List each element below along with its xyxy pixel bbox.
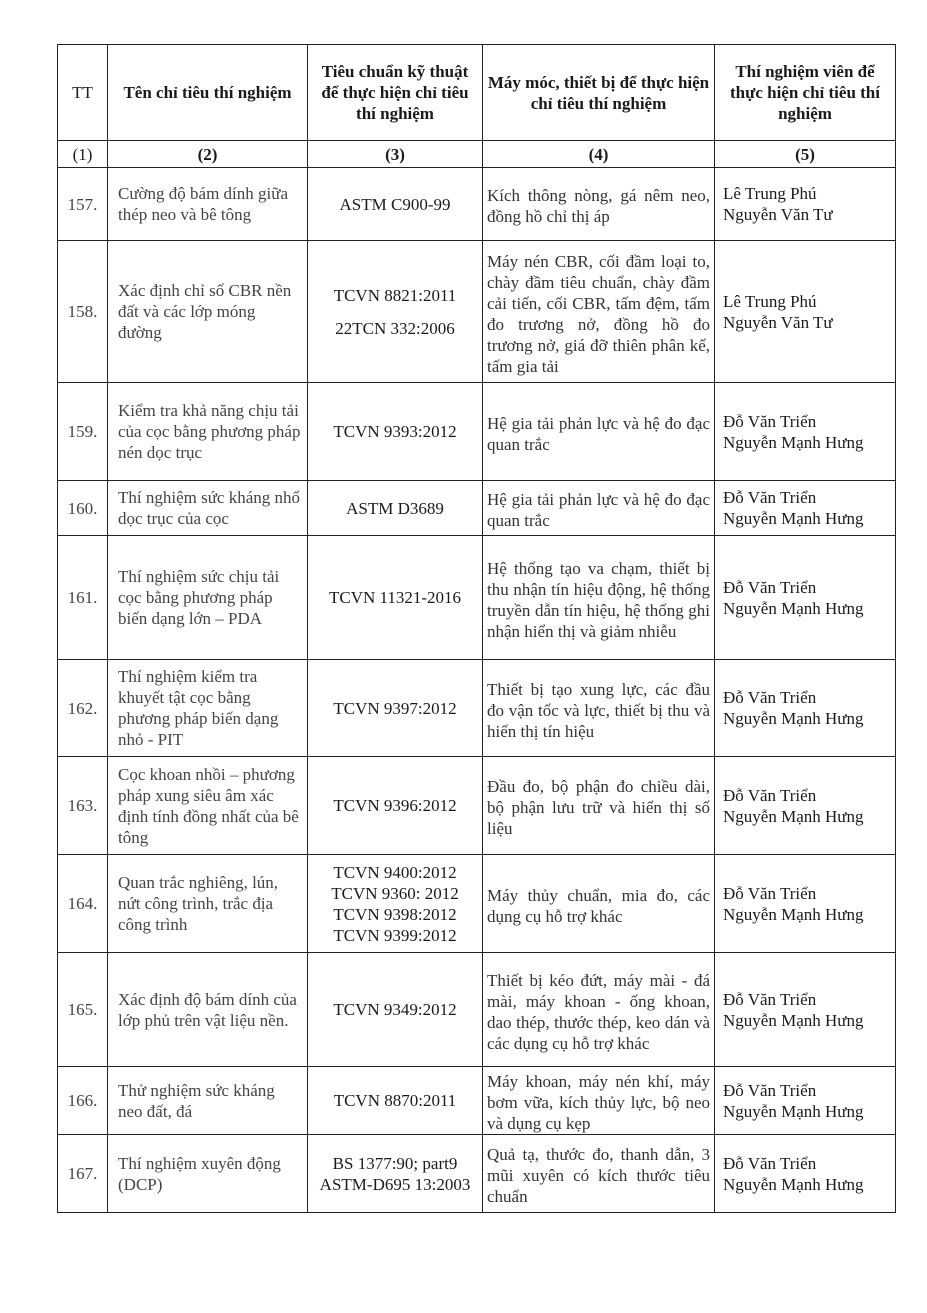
row-number: 157. xyxy=(58,168,108,241)
test-name: Thí nghiệm sức chịu tải cọc bằng phương pháp biến dạng lớn – PDA xyxy=(108,536,308,660)
equipment-cell: Máy khoan, máy nén khí, máy bơm vữa, kích thủy lực, bộ neo và dụng cụ kẹp xyxy=(483,1067,715,1135)
staff-name: Nguyễn Văn Tư xyxy=(723,312,833,332)
equipment-cell: Quả tạ, thước đo, thanh dẫn, 3 mũi xuyên có kích thước tiêu chuẩn xyxy=(483,1135,715,1213)
staff-name: Nguyễn Mạnh Hưng xyxy=(723,432,864,452)
equipment-cell: Thiết bị kéo đứt, máy mài - đá mài, máy khoan - ống khoan, dao thép, thước thép, keo dán và các dụng cụ hỗ trợ khác xyxy=(483,953,715,1067)
table-row xyxy=(58,1067,896,1135)
test-name: Kiểm tra khả năng chịu tải của cọc bằng phương pháp nén dọc trục xyxy=(108,383,308,481)
staff-name: Nguyễn Mạnh Hưng xyxy=(723,806,864,826)
test-name: Cọc khoan nhồi – phương pháp xung siêu âm xác định tính đồng nhất của bê tông xyxy=(108,757,308,855)
test-name: Quan trắc nghiêng, lún, nứt công trình, trắc địa công trình xyxy=(108,855,308,953)
staff-cell xyxy=(715,241,896,383)
staff-cell xyxy=(715,1067,896,1135)
staff-name: Đỗ Văn Triển xyxy=(723,883,817,903)
standard-code: ASTM D3689 xyxy=(346,498,444,518)
staff-name: Nguyễn Mạnh Hưng xyxy=(723,509,864,528)
row-number: 158. xyxy=(58,241,108,383)
standard-code: TCVN 9400:2012 xyxy=(333,862,457,882)
staff-name: Đỗ Văn Triển xyxy=(723,989,817,1009)
table-body xyxy=(58,168,896,1213)
test-name: Xác định độ bám dính của lớp phủ trên vật liệu nền. xyxy=(108,953,308,1067)
standard-code: ASTM C900-99 xyxy=(339,194,451,214)
staff-cell xyxy=(715,536,896,660)
staff-name: Nguyễn Mạnh Hưng xyxy=(723,709,864,728)
staff-name: Lê Trung Phú xyxy=(723,291,817,311)
equipment-cell: Hệ thống tạo va chạm, thiết bị thu nhận tín hiệu động, hệ thống truyền dẫn tín hiệu, hệ thống ghi nhận hiển thị và giảm nhiễu xyxy=(483,536,715,660)
column-number-row xyxy=(58,141,896,168)
table-row xyxy=(58,536,896,660)
header-test-name: Tên chỉ tiêu thí nghiệm xyxy=(108,45,308,141)
header-equipment: Máy móc, thiết bị để thực hiện chỉ tiêu thí nghiệm xyxy=(483,45,715,141)
test-items-table xyxy=(57,44,896,1213)
staff-name: Đỗ Văn Triển xyxy=(723,488,817,507)
standard-cell xyxy=(308,241,483,383)
table-row xyxy=(58,241,896,383)
row-number: 167. xyxy=(58,1135,108,1213)
header-staff: Thí nghiệm viên để thực hiện chỉ tiêu thí nghiệm xyxy=(715,45,896,141)
staff-name: Nguyễn Mạnh Hưng xyxy=(723,1174,864,1194)
staff-name: Nguyễn Mạnh Hưng xyxy=(723,1010,864,1030)
table-row xyxy=(58,757,896,855)
standard-code: TCVN 11321-2016 xyxy=(328,588,462,607)
staff-cell xyxy=(715,855,896,953)
table-row xyxy=(58,855,896,953)
row-number: 160. xyxy=(58,481,108,536)
header-row xyxy=(58,45,896,141)
standard-cell xyxy=(308,383,483,481)
table-row xyxy=(58,481,896,536)
staff-cell xyxy=(715,660,896,757)
row-number: 165. xyxy=(58,953,108,1067)
staff-cell xyxy=(715,383,896,481)
equipment-cell: Hệ gia tải phản lực và hệ đo đạc quan trắc xyxy=(483,481,715,536)
standard-cell xyxy=(308,481,483,536)
column-number: (2) xyxy=(108,141,308,168)
table-row xyxy=(58,660,896,757)
column-number: (1) xyxy=(58,141,108,168)
header-tt: TT xyxy=(58,45,108,141)
row-number: 166. xyxy=(58,1067,108,1135)
standard-code: TCVN 9349:2012 xyxy=(333,1000,457,1019)
standard-code: TCVN 9397:2012 xyxy=(333,698,457,718)
column-number: (3) xyxy=(308,141,483,168)
equipment-cell: Đầu đo, bộ phận đo chiều dài, bộ phận lưu trữ và hiển thị số liệu xyxy=(483,757,715,855)
standard-code: TCVN 9360: 2012 xyxy=(331,883,459,903)
equipment-cell: Thiết bị tạo xung lực, các đầu đo vận tốc và lực, thiết bị thu và hiển thị tín hiệu xyxy=(483,660,715,757)
column-number: (5) xyxy=(715,141,896,168)
staff-name: Đỗ Văn Triển xyxy=(723,1080,817,1100)
standard-cell xyxy=(308,536,483,660)
equipment-cell: Máy thủy chuẩn, mia đo, các dụng cụ hỗ trợ khác xyxy=(483,855,715,953)
test-name: Cường độ bám dính giữa thép neo và bê tông xyxy=(108,168,308,241)
standard-cell xyxy=(308,757,483,855)
row-number: 163. xyxy=(58,757,108,855)
equipment-cell: Máy nén CBR, cối đầm loại to, chày đầm tiêu chuẩn, chày đầm cải tiến, cối CBR, tấm đệm, tấm đo trương nở, đồng hồ đo trương nở, giá đỡ thiên phân kế, tấm gia tải xyxy=(483,241,715,383)
test-name: Thí nghiệm kiểm tra khuyết tật cọc bằng phương pháp biến dạng nhỏ - PIT xyxy=(108,660,308,757)
test-name: Xác định chỉ số CBR nền đất và các lớp móng đường xyxy=(108,241,308,383)
row-number: 161. xyxy=(58,536,108,660)
staff-cell xyxy=(715,481,896,536)
row-number: 162. xyxy=(58,660,108,757)
standard-code: TCVN 8821:2011 xyxy=(333,285,457,305)
standard-code: BS 1377:90; part9 xyxy=(332,1153,458,1173)
header-standard: Tiêu chuẩn kỹ thuật để thực hiện chỉ tiêu thí nghiệm xyxy=(308,45,483,141)
staff-cell xyxy=(715,1135,896,1213)
staff-name: Đỗ Văn Triển xyxy=(723,785,817,805)
staff-name: Đỗ Văn Triển xyxy=(723,577,817,597)
table-row xyxy=(58,383,896,481)
staff-name: Đỗ Văn Triển xyxy=(723,688,817,707)
standard-code: TCVN 8870:2011 xyxy=(333,1091,457,1110)
test-name: Thí nghiệm xuyên động (DCP) xyxy=(108,1135,308,1213)
staff-name: Nguyễn Mạnh Hưng xyxy=(723,1101,864,1121)
standard-code: TCVN 9396:2012 xyxy=(333,796,457,815)
staff-cell xyxy=(715,953,896,1067)
standard-code: 22TCN 332:2006 xyxy=(335,318,455,338)
table-row xyxy=(58,168,896,241)
spacer xyxy=(312,306,478,318)
staff-name: Nguyễn Văn Tư xyxy=(723,205,833,224)
row-number: 159. xyxy=(58,383,108,481)
staff-name: Nguyễn Mạnh Hưng xyxy=(723,598,864,618)
staff-cell xyxy=(715,757,896,855)
standard-cell xyxy=(308,660,483,757)
staff-name: Lê Trung Phú xyxy=(723,184,817,203)
table-row xyxy=(58,1135,896,1213)
test-name: Thử nghiệm sức kháng neo đất, đá xyxy=(108,1067,308,1135)
standard-cell xyxy=(308,1135,483,1213)
staff-name: Đỗ Văn Triển xyxy=(723,1153,817,1173)
equipment-cell: Hệ gia tải phản lực và hệ đo đạc quan trắc xyxy=(483,383,715,481)
equipment-cell: Kích thông nòng, gá nêm neo, đồng hồ chỉ thị áp xyxy=(483,168,715,241)
standard-cell xyxy=(308,855,483,953)
test-name: Thí nghiệm sức kháng nhổ dọc trục của cọc xyxy=(108,481,308,536)
column-number: (4) xyxy=(483,141,715,168)
standard-code: TCVN 9399:2012 xyxy=(333,925,457,945)
row-number: 164. xyxy=(58,855,108,953)
staff-cell xyxy=(715,168,896,241)
standard-code: TCVN 9393:2012 xyxy=(333,422,457,441)
standard-cell xyxy=(308,953,483,1067)
table-row xyxy=(58,953,896,1067)
standard-code: TCVN 9398:2012 xyxy=(333,904,457,924)
staff-name: Đỗ Văn Triển xyxy=(723,411,817,431)
standard-cell xyxy=(308,1067,483,1135)
standard-code: ASTM-D695 13:2003 xyxy=(319,1174,471,1194)
staff-name: Nguyễn Mạnh Hưng xyxy=(723,904,864,924)
standard-cell xyxy=(308,168,483,241)
